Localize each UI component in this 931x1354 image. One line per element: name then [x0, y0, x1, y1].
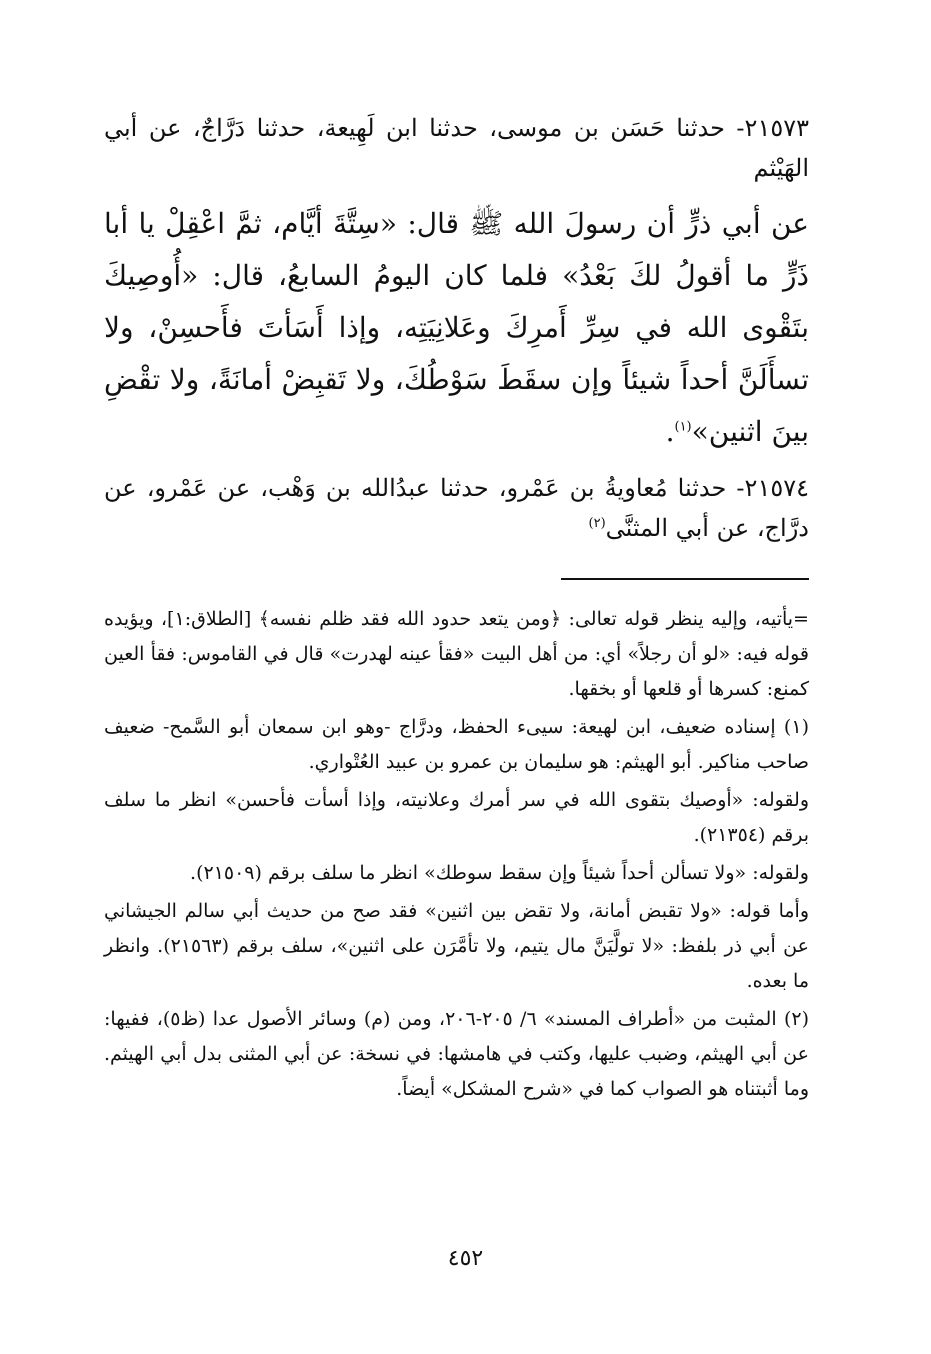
footnote-ref: (١) [674, 419, 692, 435]
footnote-separator [561, 578, 809, 580]
footnote: =يأتيه، وإليه ينظر قوله تعالى: ﴿ومن يتعد حدود الله فقد ظلم نفسه﴾ [الطلاق:١]، ويؤيده قوله فيه: «لو أن رجلاً» أي: من أهل البيت «فقأ عينه لهدرت» قال في القاموس: فقأ العين كمنع: كسرها أو قلعها أو بخقها. [104, 608, 809, 700]
hadith-header [104, 468, 809, 548]
hadith-matn-end: . [665, 415, 675, 448]
footnote-ref: (٢) [588, 516, 606, 531]
hadith-matn [104, 198, 809, 458]
footnote: وأما قوله: «ولا تقبض أمانة، ولا تقض بين اثنين» فقد صح من حديث أبي سالم الجيشاني عن أبي ذر بلفظ: «لا تولَّيَنَّ مال يتيم، ولا تأمَّرَن على اثنين»، سلف برقم (٢١٥٦٣). وانظر ما بعده. [104, 900, 809, 992]
footnote: (٢) المثبت من «أطراف المسند» ٦/ ٢٠٥-٢٠٦، ومن (م) وسائر الأصول عدا (ظ٥)، ففيها: عن أبي الهيثم، وضبب عليها، وكتب في هامشها: في نسخة: عن أبي المثنى بدل أبي الهيثم. وما أثبتناه هو الصواب كما في «شرح المشكل» أيضاً. [104, 1008, 809, 1100]
page-number: ٤٥٢ [447, 1246, 484, 1271]
page-body [104, 108, 809, 1110]
hadith-header: ٢١٥٧٣- حدثنا حَسَن بن موسى، حدثنا ابن لَهِيعة، حدثنا دَرَّاجٌ، عن أبي الهَيْثم [104, 114, 809, 182]
footnote-separator-wrap [104, 558, 809, 602]
hadith-matn-text: عن أبي ذرٍّ أن رسولَ الله ﷺ قال: «سِتَّةَ أيَّام، ثمَّ اعْقِلْ يا أبا ذَرٍّ ما أقولُ لكَ بَعْدُ» فلما كان اليومُ السابعُ، قال: «أُوصِيكَ بتَقْوى الله في سِرِّ أَمرِكَ وعَلانِيَتِه، وإذا أَسَأتَ فأَحسِنْ، ولا تسأَلَنَّ أحداً شيئاً وإن سقَطَ سَوْطُكَ، ولا تَقبِضْ أمانَةً، ولا تقْضِ بينَ اثنين» [104, 207, 809, 448]
footnote: ولقوله: «ولا تسألن أحداً شيئاً وإن سقط سوطك» انظر ما سلف برقم (٢١٥٠٩). [190, 862, 809, 884]
hadith-header-text: ٢١٥٧٤- حدثنا مُعاويةُ بن عَمْرو، حدثنا عبدُالله بن وَهْب، عن عَمْرو، عن درَّاج، عن أبي المثنَّى [104, 474, 809, 542]
footnote: ولقوله: «أوصيك بتقوى الله في سر أمرك وعلانيته، وإذا أسأت فأحسن» انظر ما سلف برقم (٢١٣٥٤). [104, 789, 809, 846]
footnote: (١) إسناده ضعيف، ابن لهيعة: سيىء الحفظ، ودرَّاج -وهو ابن سمعان أبو السَّمح- ضعيف صاحب مناكير. أبو الهيثم: هو سليمان بن عمرو بن عبيد العُتْواري. [104, 716, 809, 773]
footnotes [104, 602, 809, 1107]
